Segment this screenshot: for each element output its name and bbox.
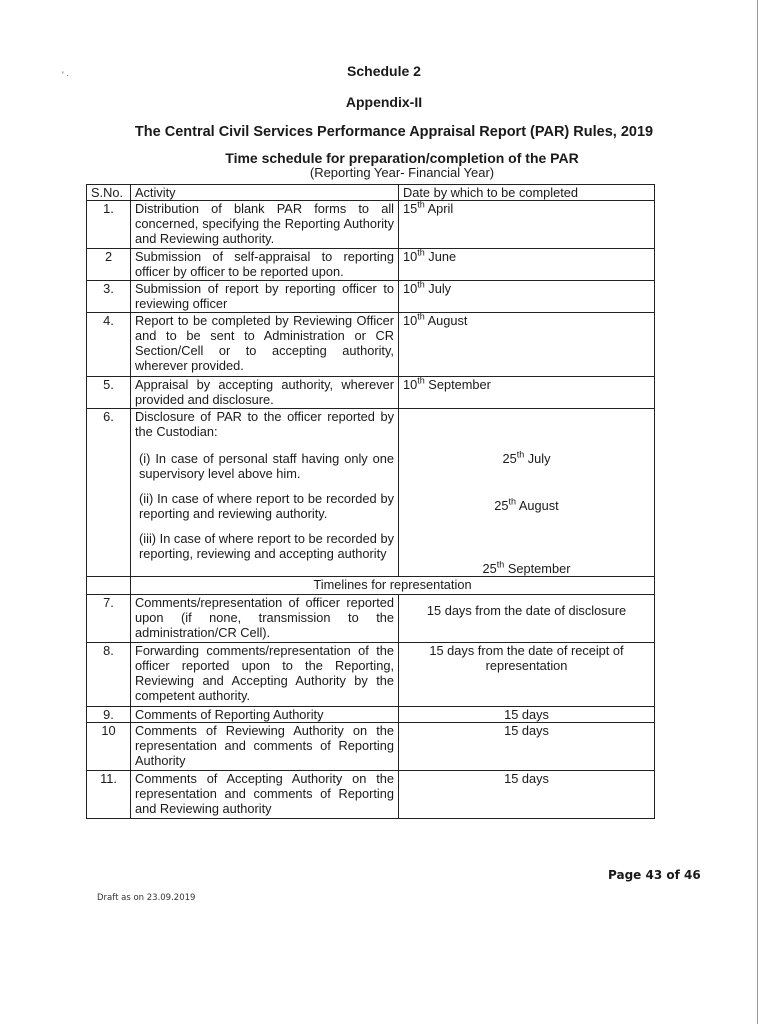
table-row: [87, 281, 655, 313]
row-activity: Appraisal by accepting authority, wherever provided and disclosure.: [131, 377, 399, 409]
table-row: [87, 771, 655, 819]
row-sno: 10: [87, 723, 131, 771]
header-date: Date by which to be completed: [399, 185, 655, 201]
row-sno: 11.: [87, 771, 131, 819]
table-row: [87, 409, 655, 577]
table-row: [87, 643, 655, 707]
row-sno: 7.: [87, 595, 131, 643]
sub-item-text: (i) In case of personal staff having only one supervisory level above him.: [139, 451, 394, 481]
table-row: [87, 249, 655, 281]
row-sno: 4.: [87, 313, 131, 377]
row-date: 15 days from the date of disclosure: [399, 595, 655, 643]
time-schedule-subtitle: (Reporting Year- Financial Year): [309, 165, 495, 180]
time-schedule-title: Time schedule for preparation/completion of the PAR: [225, 150, 579, 166]
row-activity: Distribution of blank PAR forms to all concerned, specifying the Reporting Authority and Reviewing authority.: [131, 201, 399, 249]
row-activity: Comments of Reporting Authority: [131, 707, 399, 723]
sub-item-date: 25th August: [494, 496, 559, 513]
row-activity: Report to be completed by Reviewing Officer and to be sent to Administration or CR Section/Cell or to accepting authority, wherever provided.: [131, 313, 399, 377]
row-date: 10th June: [399, 249, 655, 281]
section-heading-row: [87, 577, 655, 595]
row-activity: Comments/representation of officer reported upon (if none, transmission to the administration/CR Cell).: [131, 595, 399, 643]
table-row: [87, 313, 655, 377]
row-date: 10th September: [399, 377, 655, 409]
row-date: 15 days: [399, 707, 655, 723]
row-date: 10th July: [399, 281, 655, 313]
sub-item-text: (ii) In case of where report to be recorded by reporting and reviewing authority.: [139, 491, 394, 521]
row-activity: [131, 409, 399, 577]
row-sno: 6.: [87, 409, 131, 577]
row-date: 15th April: [399, 201, 655, 249]
row-sno: 2: [87, 249, 131, 281]
table-row: [87, 707, 655, 723]
page-number: Page 43 of 46: [608, 868, 701, 882]
row-date: 15 days from the date of receipt of representation: [399, 643, 655, 707]
row-activity: Comments of Reviewing Authority on the representation and comments of Reporting Authority: [131, 723, 399, 771]
table-row: [87, 201, 655, 249]
header-activity: Activity: [131, 185, 399, 201]
table-row: [87, 723, 655, 771]
row-activity: Submission of self-appraisal to reporting officer by officer to be reported upon.: [131, 249, 399, 281]
appendix-heading: Appendix-II: [345, 94, 423, 110]
schedule-heading: Schedule 2: [347, 63, 421, 79]
row-sno: 8.: [87, 643, 131, 707]
section-heading: Timelines for representation: [131, 577, 655, 595]
row-sno: 9.: [87, 707, 131, 723]
row-activity: Forwarding comments/representation of the officer reported upon to the Reporting, Reviewing and Accepting Authority by the competent authority.: [131, 643, 399, 707]
sub-item-date: 25th July: [502, 449, 551, 466]
row-date: 15 days: [399, 723, 655, 771]
sub-item-text: (iii) In case of where report to be recorded by reporting, reviewing and accepting authority: [139, 531, 394, 561]
table-header-row: [87, 185, 655, 201]
row-date: 15 days: [399, 771, 655, 819]
row-sno: 5.: [87, 377, 131, 409]
table-row: [87, 377, 655, 409]
draft-date-note: Draft as on 23.09.2019: [97, 893, 196, 903]
par-schedule-table: [86, 184, 655, 819]
row-activity: Comments of Accepting Authority on the representation and comments of Reporting and Reviewing authority: [131, 771, 399, 819]
row-sno: 3.: [87, 281, 131, 313]
table-row: [87, 595, 655, 643]
header-sno: S.No.: [87, 185, 131, 201]
sub-item-date: 25th September: [482, 559, 571, 576]
row-activity: Submission of report by reporting officer to reviewing officer: [131, 281, 399, 313]
margin-mark: ' ·: [62, 70, 70, 80]
section-heading-blank: [87, 577, 131, 595]
rules-title: The Central Civil Services Performance Appraisal Report (PAR) Rules, 2019: [134, 124, 654, 140]
row-sno: 1.: [87, 201, 131, 249]
row-date: [399, 409, 655, 577]
row-activity-intro: Disclosure of PAR to the officer reported by the Custodian:: [135, 409, 394, 439]
row-date: 10th August: [399, 313, 655, 377]
